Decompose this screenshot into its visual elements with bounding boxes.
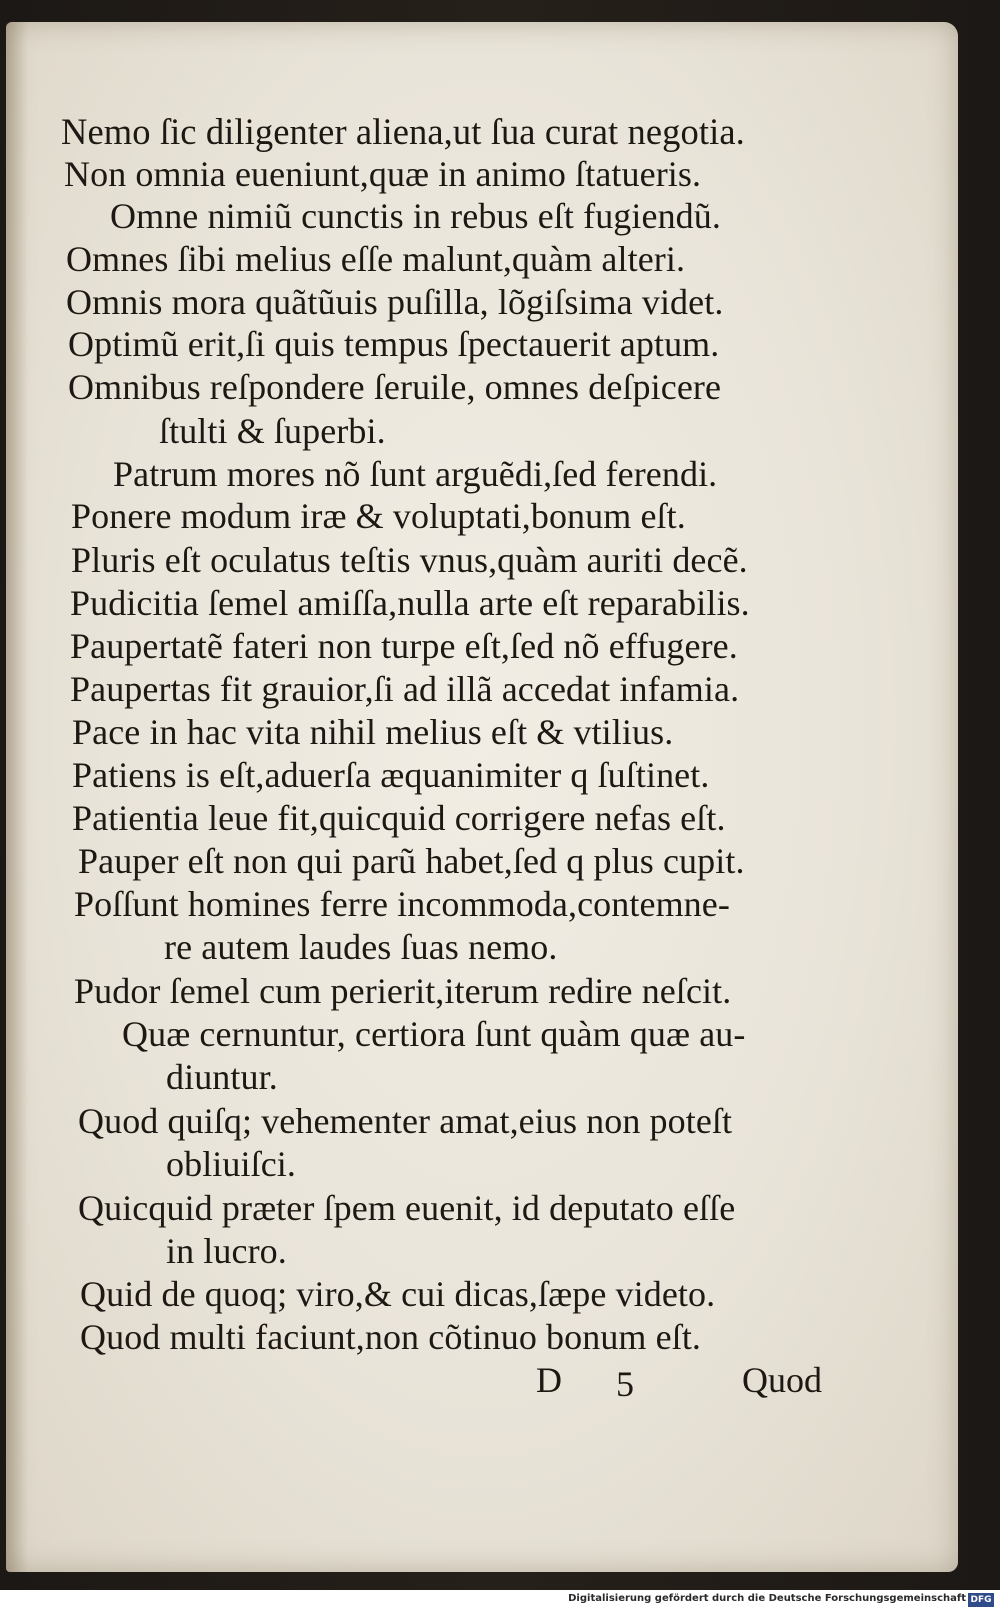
text-line: re autem laudes ſuas nemo.	[164, 927, 558, 967]
text-line: Quod quiſq; vehementer amat,eius non poteſt	[78, 1101, 733, 1141]
text-line: Non omnia eueniunt,quæ in animo ſtatueris.	[64, 154, 702, 194]
text-line: Paupertatẽ fateri non turpe eſt,ſed nõ effugere.	[70, 626, 738, 666]
text-line: Pace in hac vita nihil melius eſt & vtilius.	[72, 712, 674, 752]
text-line: obliuiſci.	[166, 1144, 296, 1184]
text-line: in lucro.	[166, 1231, 287, 1271]
text-line: Pluris eſt oculatus teſtis vnus,quàm auriti decẽ.	[71, 540, 748, 580]
text-line: Omnes ſibi melius eſſe malunt,quàm alteri.	[66, 239, 686, 279]
text-line: Nemo ſic diligenter aliena,ut ſua curat negotia.	[61, 111, 745, 152]
text-line: Omne nimiũ cunctis in rebus eſt fugiendũ.	[110, 196, 721, 236]
text-line: Paupertas fit grauior,ſi ad illã accedat infamia.	[70, 669, 740, 709]
text-line: Pudicitia ſemel amiſſa,nulla arte eſt reparabilis.	[70, 583, 750, 623]
page-number: 5	[616, 1364, 634, 1404]
text-line: Pauper eſt non qui parũ habet,ſed q plus cupit.	[78, 841, 745, 881]
text-line: Patiens is eſt,aduerſa æquanimiter q ſuſtinet.	[72, 755, 710, 795]
text-line: Patientia leue fit,quicquid corrigere nefas eſt.	[72, 798, 726, 838]
text-line: Omnibus reſpondere ſeruile, omnes deſpicere	[68, 367, 722, 407]
book-page	[6, 22, 958, 1572]
text-line: Pudor ſemel cum perierit,iterum redire neſcit.	[74, 971, 732, 1011]
text-line: Patrum mores nõ ſunt arguẽdi,ſed ferendi.	[113, 454, 718, 494]
catchword: Quod	[742, 1360, 822, 1400]
digitization-credit-bar	[0, 1590, 1000, 1612]
text-line: Quæ cernuntur, certiora ſunt quàm quæ au-	[122, 1014, 746, 1054]
signature-mark: D	[536, 1360, 562, 1400]
credit-text: Digitalisierung gefördert durch die Deutsche Forschungsgemeinschaft	[568, 1593, 966, 1604]
text-line: Ponere modum iræ & voluptati,bonum eſt.	[71, 496, 686, 536]
text-line: Quod multi faciunt,non cõtinuo bonum eſt.	[80, 1317, 702, 1357]
text-line: diuntur.	[166, 1057, 278, 1097]
text-line: ſtulti & ſuperbi.	[159, 411, 386, 451]
text-line: Optimũ erit,ſi quis tempus ſpectauerit aptum.	[68, 324, 720, 364]
text-line: Quid de quoq; viro,& cui dicas,ſæpe videto.	[80, 1274, 716, 1314]
dfg-logo: DFG	[968, 1593, 994, 1607]
text-line: Quicquid præter ſpem euenit, id deputato eſſe	[78, 1188, 736, 1228]
text-line: Poſſunt homines ferre incommoda,contemne-	[74, 884, 730, 924]
text-line: Omnis mora quãtũuis puſilla, lõgiſsima videt.	[66, 282, 724, 322]
